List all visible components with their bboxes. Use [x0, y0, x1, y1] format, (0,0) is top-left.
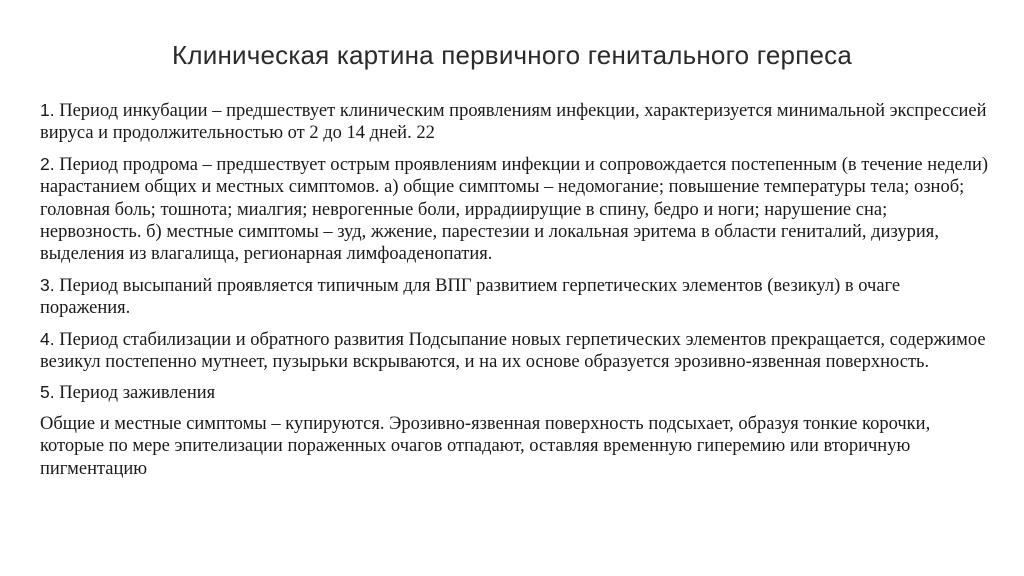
paragraph-number: 5. [40, 382, 55, 403]
paragraph-eruption [40, 274, 990, 320]
paragraph-number: 2. [40, 153, 55, 174]
paragraph-number: 3. [40, 274, 55, 295]
paragraph-prodrome [40, 153, 990, 266]
paragraph-text: Период инкубации – предшествует клиническим проявлениям инфекции, характеризуется минимальной экспрессией вируса и продолжительностью от 2 до 14 дней. 22 [40, 101, 987, 144]
paragraph-text: Период высыпаний проявляется типичным для ВПГ развитием герпетических элементов (везикул) в очаге поражения. [40, 275, 901, 319]
slide-title: Клиническая картина первичного генитального герпеса [172, 40, 852, 70]
paragraph-number: 4. [40, 328, 55, 349]
paragraph-text: Общие и местные симптомы – купируются. Эрозивно-язвенная поверхность подсыхает, образуя тонкие корочки, которые по мере эпителизации пораженных очагов отпадают, оставляя временную гиперемию или вторичную пигментацию [40, 413, 931, 479]
paragraph-number: 1. [40, 100, 55, 120]
slide-content [40, 99, 990, 488]
paragraph-incubation [40, 99, 990, 145]
paragraph-text: Период заживления [59, 383, 216, 404]
paragraph-stabilization [40, 328, 990, 374]
paragraph-healing [40, 381, 990, 404]
paragraph-text: Период стабилизации и обратного развития Подсыпание новых герпетических элементов прекращается, содержимое везикул постепенно мутнеет, пузырьки вскрываются, и на их основе образуется эрозивно-язвенная поверхность. [40, 329, 986, 373]
paragraph-healing-details [40, 413, 990, 480]
paragraph-text: Период продрома – предшествует острым проявлениям инфекции и сопровождается постепенным (в течение недели) нарастанием общих и местных симптомов. а) общие симптомы – недомогание; повышение температуры тела; озноб; головная боль; тошнота; миалгия; неврогенные боли, иррадиирущие в спину, бедро и ноги; нарушение сна; нервозность. б) местные симптомы – зуд, жжение, парестезии и локальная эритема в области гениталий, дизурия, выделения из влагалища, регионарная лимфоаденопатия. [40, 154, 989, 265]
